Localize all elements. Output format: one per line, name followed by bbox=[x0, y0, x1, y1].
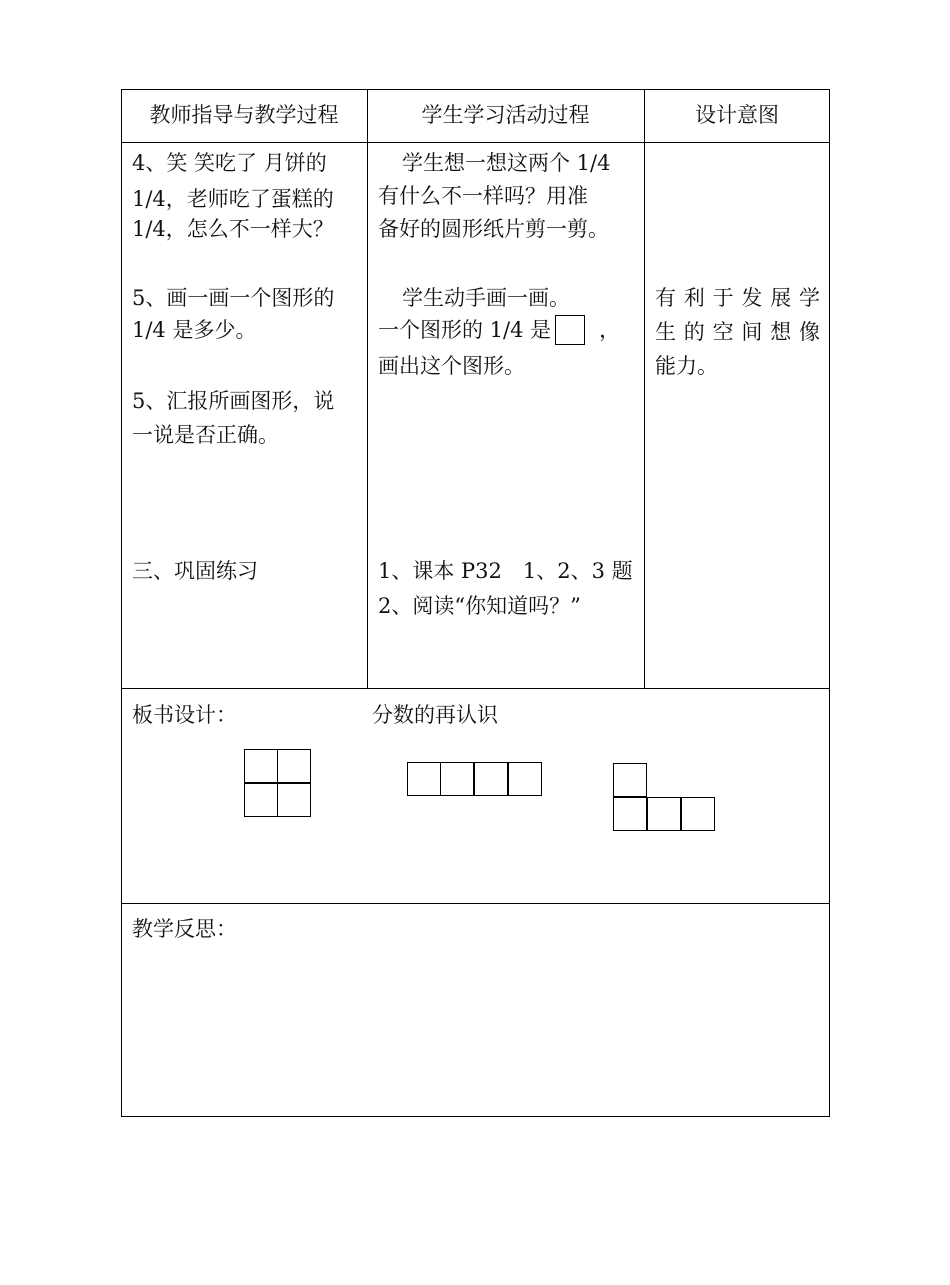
figure-strip-cell bbox=[474, 762, 508, 796]
board-design-label: 板书设计： bbox=[132, 703, 237, 727]
teacher-item-5b-line-2: 一说是否正确。 bbox=[132, 423, 279, 447]
teacher-item-5a-line-1: 5、画一画一个图形的 bbox=[132, 286, 335, 310]
figure-square-cell bbox=[244, 783, 278, 817]
header-student-activities: 学生学习活动过程 bbox=[421, 103, 590, 127]
figure-l-cell bbox=[613, 763, 647, 797]
student-para-2-line-2 bbox=[378, 312, 620, 349]
column-divider-1 bbox=[367, 89, 368, 688]
teacher-section-practice: 三、巩固练习 bbox=[132, 559, 258, 583]
figure-square-cell bbox=[277, 749, 311, 783]
teacher-item-5b-line-1: 5、汇报所画图形，说 bbox=[132, 389, 335, 413]
intent-line-2: 生 的 空 间 想 像 bbox=[655, 320, 820, 344]
student-para-2-line-1: 学生动手画一画。 bbox=[402, 286, 570, 310]
header-design-intent: 设计意图 bbox=[695, 103, 779, 127]
figure-l-cell bbox=[681, 797, 715, 831]
figure-l-cell bbox=[613, 797, 647, 831]
student-para-2-line-3: 画出这个图形。 bbox=[378, 354, 525, 378]
column-divider-2 bbox=[644, 89, 645, 688]
intent-line-3: 能力。 bbox=[655, 354, 718, 378]
figure-square-cell bbox=[244, 749, 278, 783]
student-para-1-line-1: 学生想一想这两个 1/4 bbox=[402, 151, 611, 175]
student-exercise-1: 1、课本 P32 1、2、3 题 bbox=[378, 559, 633, 583]
figure-strip-cell bbox=[440, 762, 474, 796]
teaching-reflection-label: 教学反思： bbox=[132, 917, 237, 941]
teacher-item-4-line-1: 4、笑 笑吃了 月饼的 bbox=[132, 151, 327, 175]
figure-l-cell bbox=[647, 797, 681, 831]
intent-line-1: 有 利 于 发 展 学 bbox=[655, 286, 820, 310]
figure-square-cell bbox=[277, 783, 311, 817]
board-section-divider bbox=[121, 688, 830, 689]
teacher-item-4-line-3: 1/4，怎么不一样大？ bbox=[132, 217, 334, 241]
figure-strip-cell bbox=[407, 762, 441, 796]
answer-box bbox=[555, 315, 585, 345]
teacher-item-5a-line-2: 1/4 是多少。 bbox=[132, 318, 257, 342]
reflection-section-divider bbox=[121, 903, 830, 904]
header-teacher-guidance: 教师指导与教学过程 bbox=[149, 103, 339, 127]
figure-strip-cell bbox=[508, 762, 542, 796]
student-para-2-text-before-box: 一个图形的 1/4 是 bbox=[378, 318, 552, 342]
header-row-divider bbox=[121, 142, 830, 143]
board-design-title: 分数的再认识 bbox=[372, 703, 498, 727]
student-para-2-text-after-box: ， bbox=[599, 318, 621, 342]
teacher-item-4-line-2: 1/4，老师吃了蛋糕的 bbox=[132, 187, 334, 211]
student-para-1-line-3: 备好的圆形纸片剪一剪。 bbox=[378, 217, 609, 241]
student-exercise-2: 2、阅读“你知道吗？” bbox=[378, 594, 581, 618]
student-para-1-line-2: 有什么不一样吗？用准 bbox=[378, 184, 588, 208]
